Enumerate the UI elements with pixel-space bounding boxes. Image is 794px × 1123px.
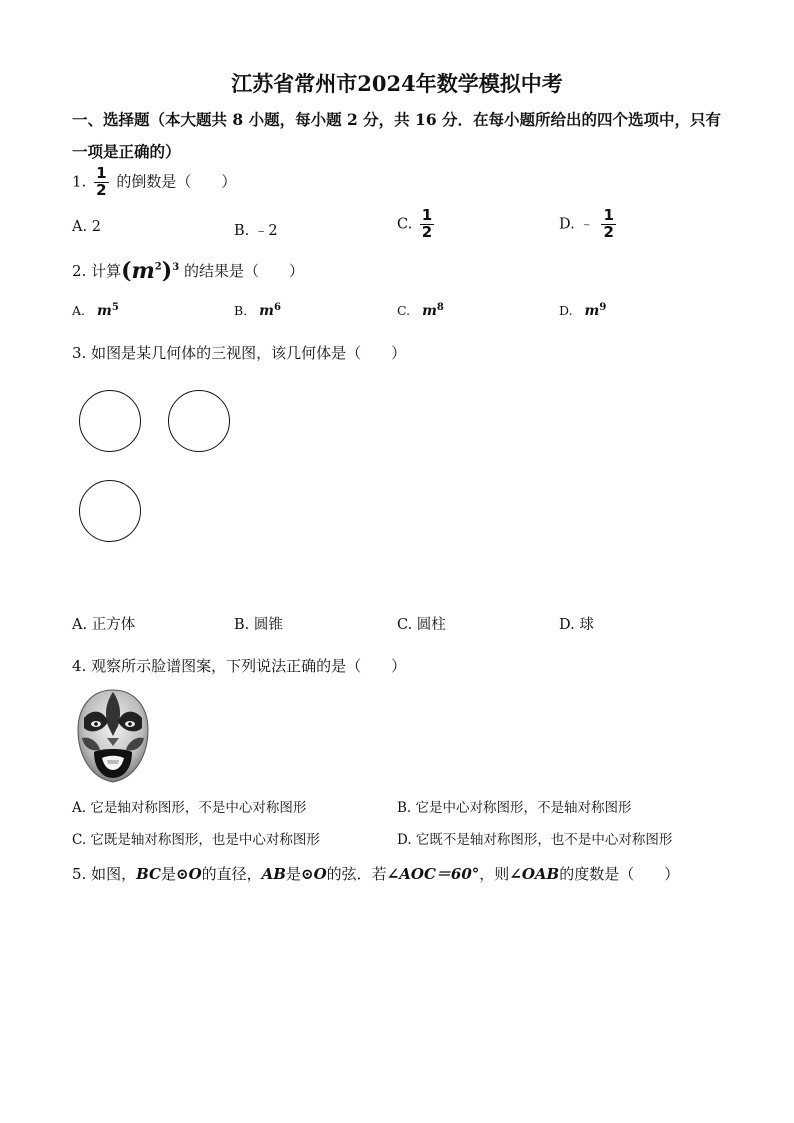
math-base: m [131,258,155,284]
fraction-numerator: 1 [96,164,107,182]
q3-option-c: C. 圆柱 [397,617,446,633]
fraction [420,208,434,241]
q4-option-d: D. 它既不是轴对称图形，也不是中心对称图形 [397,832,673,848]
segment-ab: AB [261,865,286,883]
circle-o: ⊙O [176,865,202,883]
math-base: m [584,303,600,320]
fraction [601,208,615,241]
math-expression: $(m^2)$ [121,258,173,284]
section-header-line2: 一项是正确的） [72,142,181,161]
question-5 [72,863,679,884]
circle-o: ⊙O [301,865,327,883]
q2-option-b [234,302,281,319]
q2-option-a [72,302,119,319]
option-label: C. [397,216,413,233]
text-fragment: 是 [161,865,177,883]
fraction-denominator: 2 [96,180,107,199]
outer-exponent: 3 [172,262,180,273]
q4-option-a: A. 它是轴对称图形，不是中心对称图形 [72,800,307,816]
option-label: D. ﹣ [559,216,594,233]
top-view-circle [79,480,141,542]
q1-option-b: B. ﹣2 [234,223,278,239]
fraction-denominator: 2 [603,222,614,241]
question-suffix: 的结果是（ ） [183,262,304,280]
q1-option-d [559,208,619,241]
q1-option-c [397,208,437,241]
q2-option-c [397,302,444,319]
question-text: 的倒数是（ ） [116,172,237,191]
exponent: 8 [436,302,444,313]
fraction-numerator: 1 [421,206,433,224]
text-fragment: 的弦．若 [326,865,387,883]
exponent: 6 [273,302,281,313]
inner-exponent: 2 [154,261,162,273]
question-4: 4. 观察所示脸谱图案，下列说法正确的是（ ） [72,657,407,675]
option-label: D. [559,303,573,319]
segment-bc: BC [136,865,161,883]
page-title: 江苏省常州市2024年数学模拟中考 [231,71,563,96]
text-fragment: 的度数是（ ） [559,865,680,883]
text-fragment: ，则 [479,865,510,883]
question-1 [72,166,236,199]
exponent: 9 [599,302,607,313]
opera-mask-image [74,688,152,784]
q3-option-d: D. 球 [559,617,594,633]
option-label: C. [397,303,411,319]
question-prefix: 5. 如图， [72,865,137,883]
exponent: 5 [111,302,119,313]
angle-aoc: ∠AOC＝60° [386,865,480,883]
question-2 [72,258,304,284]
fraction [94,166,108,199]
question-3: 3. 如图是某几何体的三视图，该几何体是（ ） [72,344,407,362]
q3-option-b: B. 圆锥 [234,617,283,633]
front-view-circle [79,390,141,452]
q4-option-c: C. 它既是轴对称图形，也是中心对称图形 [72,832,320,848]
fraction-denominator: 2 [421,222,433,241]
q1-option-a: A. 2 [72,219,101,235]
q3-option-a: A. 正方体 [72,617,136,633]
text-fragment: 是 [286,865,302,883]
angle-oab: ∠OAB [509,865,560,883]
q4-option-b: B. 它是中心对称图形，不是轴对称图形 [397,800,632,816]
text-fragment: 的直径， [201,865,262,883]
question-prefix: 2. 计算 [72,262,122,280]
option-label: B. [234,303,248,319]
fraction-numerator: 1 [603,206,614,224]
math-base: m [97,303,112,320]
section-header-line1: 一、选择题（本大题共 8 小题，每小题 2 分，共 16 分．在每小题所给出的四个选项中，只有 [72,110,722,129]
math-base: m [422,303,437,320]
q2-option-d [559,302,606,319]
question-number: 1. [72,172,87,191]
option-label: A. [72,303,86,319]
side-view-circle [168,390,230,452]
math-base: m [259,303,274,320]
